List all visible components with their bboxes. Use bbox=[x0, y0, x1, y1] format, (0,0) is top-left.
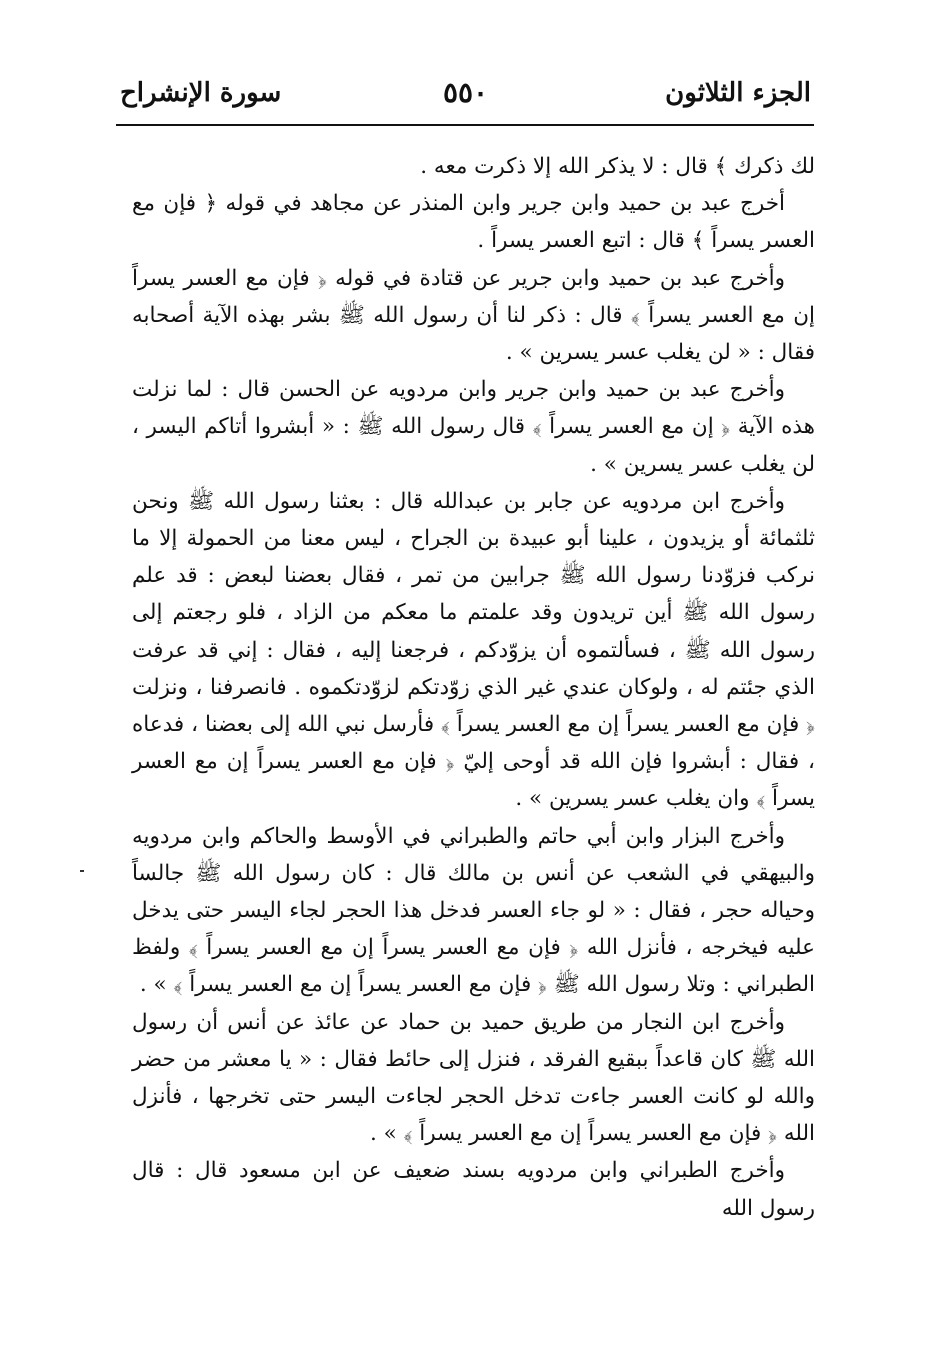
surah-title: سورة الإنشراح bbox=[120, 78, 282, 108]
page-body bbox=[132, 148, 815, 1227]
paragraph: وأخرج البزار وابن أبي حاتم والطبراني في الأوسط والحاكم وابن مردويه والبيهقي في الشعب عن أنس بن مالك قال : كان رسول الله ﷺ جالساً وحياله حجر ، فقال : « لو جاء العسر فدخل هذا الحجر لجاء اليسر حتى يدخل عليه فيخرجه ، فأنزل الله ﴿ فإن مع العسر يسراً إن مع العسر يسراً ﴾ ولفظ الطبراني : وتلا رسول الله ﷺ ﴿ فإن مع العسر يسراً إن مع العسر يسراً ﴾ » . bbox=[132, 823, 815, 998]
paragraph: وأخرج عبد بن حميد وابن جرير وابن مردويه عن الحسن قال : لما نزلت هذه الآية ﴿ إن مع العسر يسراً ﴾ قال رسول الله ﷺ : « أبشروا أتاكم اليسر ، لن يغلب عسر يسرين » . bbox=[132, 377, 815, 477]
paragraph: وأخرج ابن النجار من طريق حميد بن حماد عن عائذ عن أنس أن رسول الله ﷺ كان قاعداً ببقيع الفرقد ، فنزل إلى حائط فقال : « يا معشر من حضر والله لو كانت العسر جاءت تدخل الحجر لجاءت اليسر حتى تخرجها ، فأنزل الله ﴿ فإن مع العسر يسراً إن مع العسر يسراً ﴾ » . bbox=[132, 1009, 815, 1147]
page-header bbox=[120, 70, 811, 122]
paragraph: وأخرج عبد بن حميد وابن جرير عن قتادة في قوله ﴿ فإن مع العسر يسراً إن مع العسر يسراً ﴾ قال : ذكر لنا أن رسول الله ﷺ بشر بهذه الآية أصحابه فقال : « لن يغلب عسر يسرين » . bbox=[132, 265, 815, 366]
header-divider bbox=[116, 124, 814, 126]
paragraph: لك ذكرك ﴾ قال : لا يذكر الله إلا ذكرت معه . bbox=[420, 154, 815, 179]
paragraph: وأخرج الطبراني وابن مردويه بسند ضعيف عن ابن مسعود قال : قال رسول الله bbox=[132, 1158, 815, 1221]
paragraph: أخرج عبد بن حميد وابن جرير وابن المنذر عن مجاهد في قوله ﴿ فإن مع العسر يسراً ﴾ قال : اتبع العسر يسراً . bbox=[132, 191, 815, 254]
paragraph: وأخرج ابن مردويه عن جابر بن عبدالله قال : بعثنا رسول الله ﷺ ونحن ثلثمائة أو يزيدون ، علينا أبو عبيدة بن الجراح ، ليس معنا من الحمولة إلا ما نركب فزوّدنا رسول الله ﷺ جرابين من تمر ، فقال بعضنا لبعض : قد علم رسول الله ﷺ أين تريدون وقد علمتم ما معكم من الزاد ، فلو رجعتم إلى رسول الله ﷺ ، فسألتموه أن يزوّدكم ، فرجعنا إليه ، فقال : إني قد عرفت الذي جئتم له ، ولوكان عندي غير الذي زوّدتكم لزوّدتكموه . فانصرفنا ، ونزلت ﴿ فإن مع العسر يسراً إن مع العسر يسراً ﴾ فأرسل نبي الله إلى بعضنا ، فدعاه ، فقال : أبشروا فإن الله قد أوحى إليّ ﴿ فإن مع العسر يسراً إن مع العسر يسراً ﴾ وان يغلب عسر يسرين » . bbox=[132, 488, 815, 812]
scan-speck bbox=[80, 870, 84, 872]
page-number: ٥٥٠ bbox=[442, 76, 489, 109]
part-title: الجزء الثلاثون bbox=[665, 78, 811, 108]
